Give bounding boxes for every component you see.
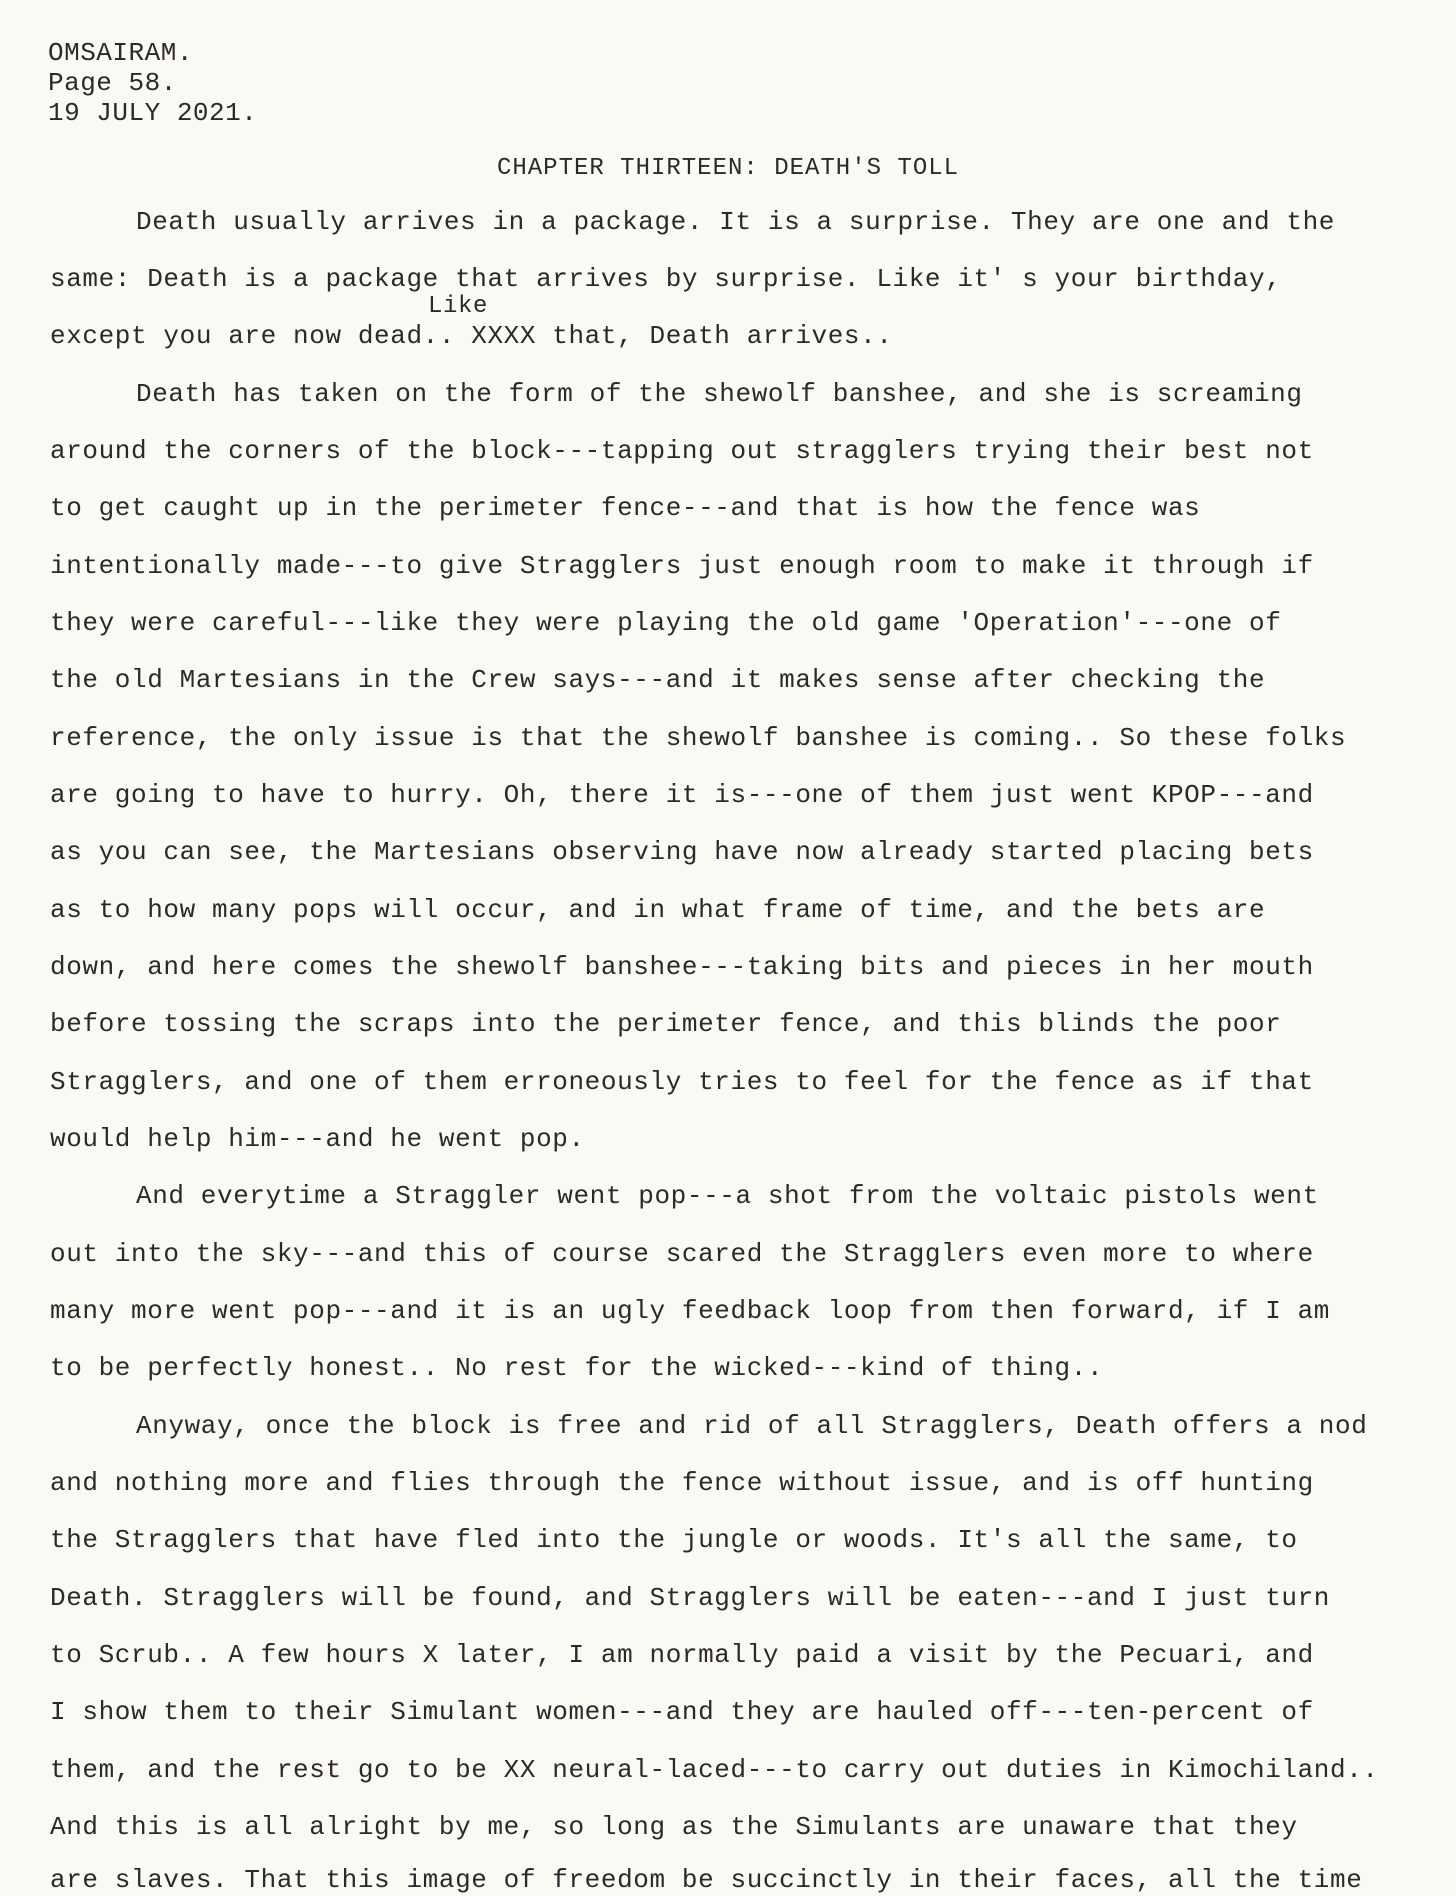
text-line: down, and here comes the shewolf banshee---taking bits and pieces in her mouth [50,952,1314,982]
text-line: as to how many pops will occur, and in what frame of time, and the bets are [50,895,1266,925]
text-line: Stragglers, and one of them erroneously tries to feel for the fence as if that [50,1067,1314,1097]
text-line: the old Martesians in the Crew says---and it makes sense after checking the [50,665,1266,695]
header-page-number: Page 58. [48,68,177,98]
header-omsairam: OMSAIRAM. [48,38,193,68]
text-line: and nothing more and flies through the fence without issue, and is off hunting [50,1468,1314,1498]
text-line: Death usually arrives in a package. It is a surprise. They are one and the [136,207,1335,237]
text-line: Death. Stragglers will be found, and Stragglers will be eaten---and I just turn [50,1583,1330,1613]
text-line: are slaves. That this image of freedom be succinctly in their faces, all the time [50,1865,1363,1895]
text-line: Anyway, once the block is free and rid of all Stragglers, Death offers a nod [136,1411,1368,1441]
text-line: to be perfectly honest.. No rest for the wicked---kind of thing.. [50,1353,1104,1383]
chapter-title: CHAPTER THIRTEEN: DEATH'S TOLL [496,155,960,182]
text-line: And everytime a Straggler went pop---a shot from the voltaic pistols went [136,1181,1319,1211]
text-line: them, and the rest go to be XX neural-laced---to carry out duties in Kimochiland.. [50,1755,1379,1785]
page-header [48,38,257,128]
text-line: they were careful---like they were playing the old game 'Operation'---one of [50,608,1282,638]
text-line: Death has taken on the form of the shewolf banshee, and she is screaming [136,379,1303,409]
header-date: 19 JULY 2021. [48,98,258,128]
text-line: except you are now dead.. XXXX that, Death arrives.. [50,321,893,351]
text-line: many more went pop---and it is an ugly feedback loop from then forward, if I am [50,1296,1330,1326]
text-line: to get caught up in the perimeter fence---and that is how the fence was [50,493,1201,523]
text-line: reference, the only issue is that the shewolf banshee is coming.. So these folks [50,723,1347,753]
text-line: intentionally made---to give Stragglers just enough room to make it through if [50,551,1314,581]
text-line: same: Death is a package that arrives by surprise. Like it' s your birthday, [50,264,1282,294]
text-line: as you can see, the Martesians observing have now already started placing bets [50,837,1314,867]
text-line: would help him---and he went pop. [50,1124,585,1154]
text-line: I show them to their Simulant women---and they are hauled off---ten-percent of [50,1697,1314,1727]
text-line: are going to have to hurry. Oh, there it is---one of them just went KPOP---and [50,780,1314,810]
text-line: the Stragglers that have fled into the jungle or woods. It's all the same, to [50,1525,1298,1555]
text-line: to Scrub.. A few hours X later, I am normally paid a visit by the Pecuari, and [50,1640,1314,1670]
text-line: out into the sky---and this of course scared the Stragglers even more to where [50,1239,1314,1269]
text-line: before tossing the scraps into the perimeter fence, and this blinds the poor [50,1009,1282,1039]
text-line: And this is all alright by me, so long as the Simulants are unaware that they [50,1812,1298,1842]
text-line: around the corners of the block---tapping out stragglers trying their best not [50,436,1314,466]
interlinear-insert: Like [428,293,489,320]
